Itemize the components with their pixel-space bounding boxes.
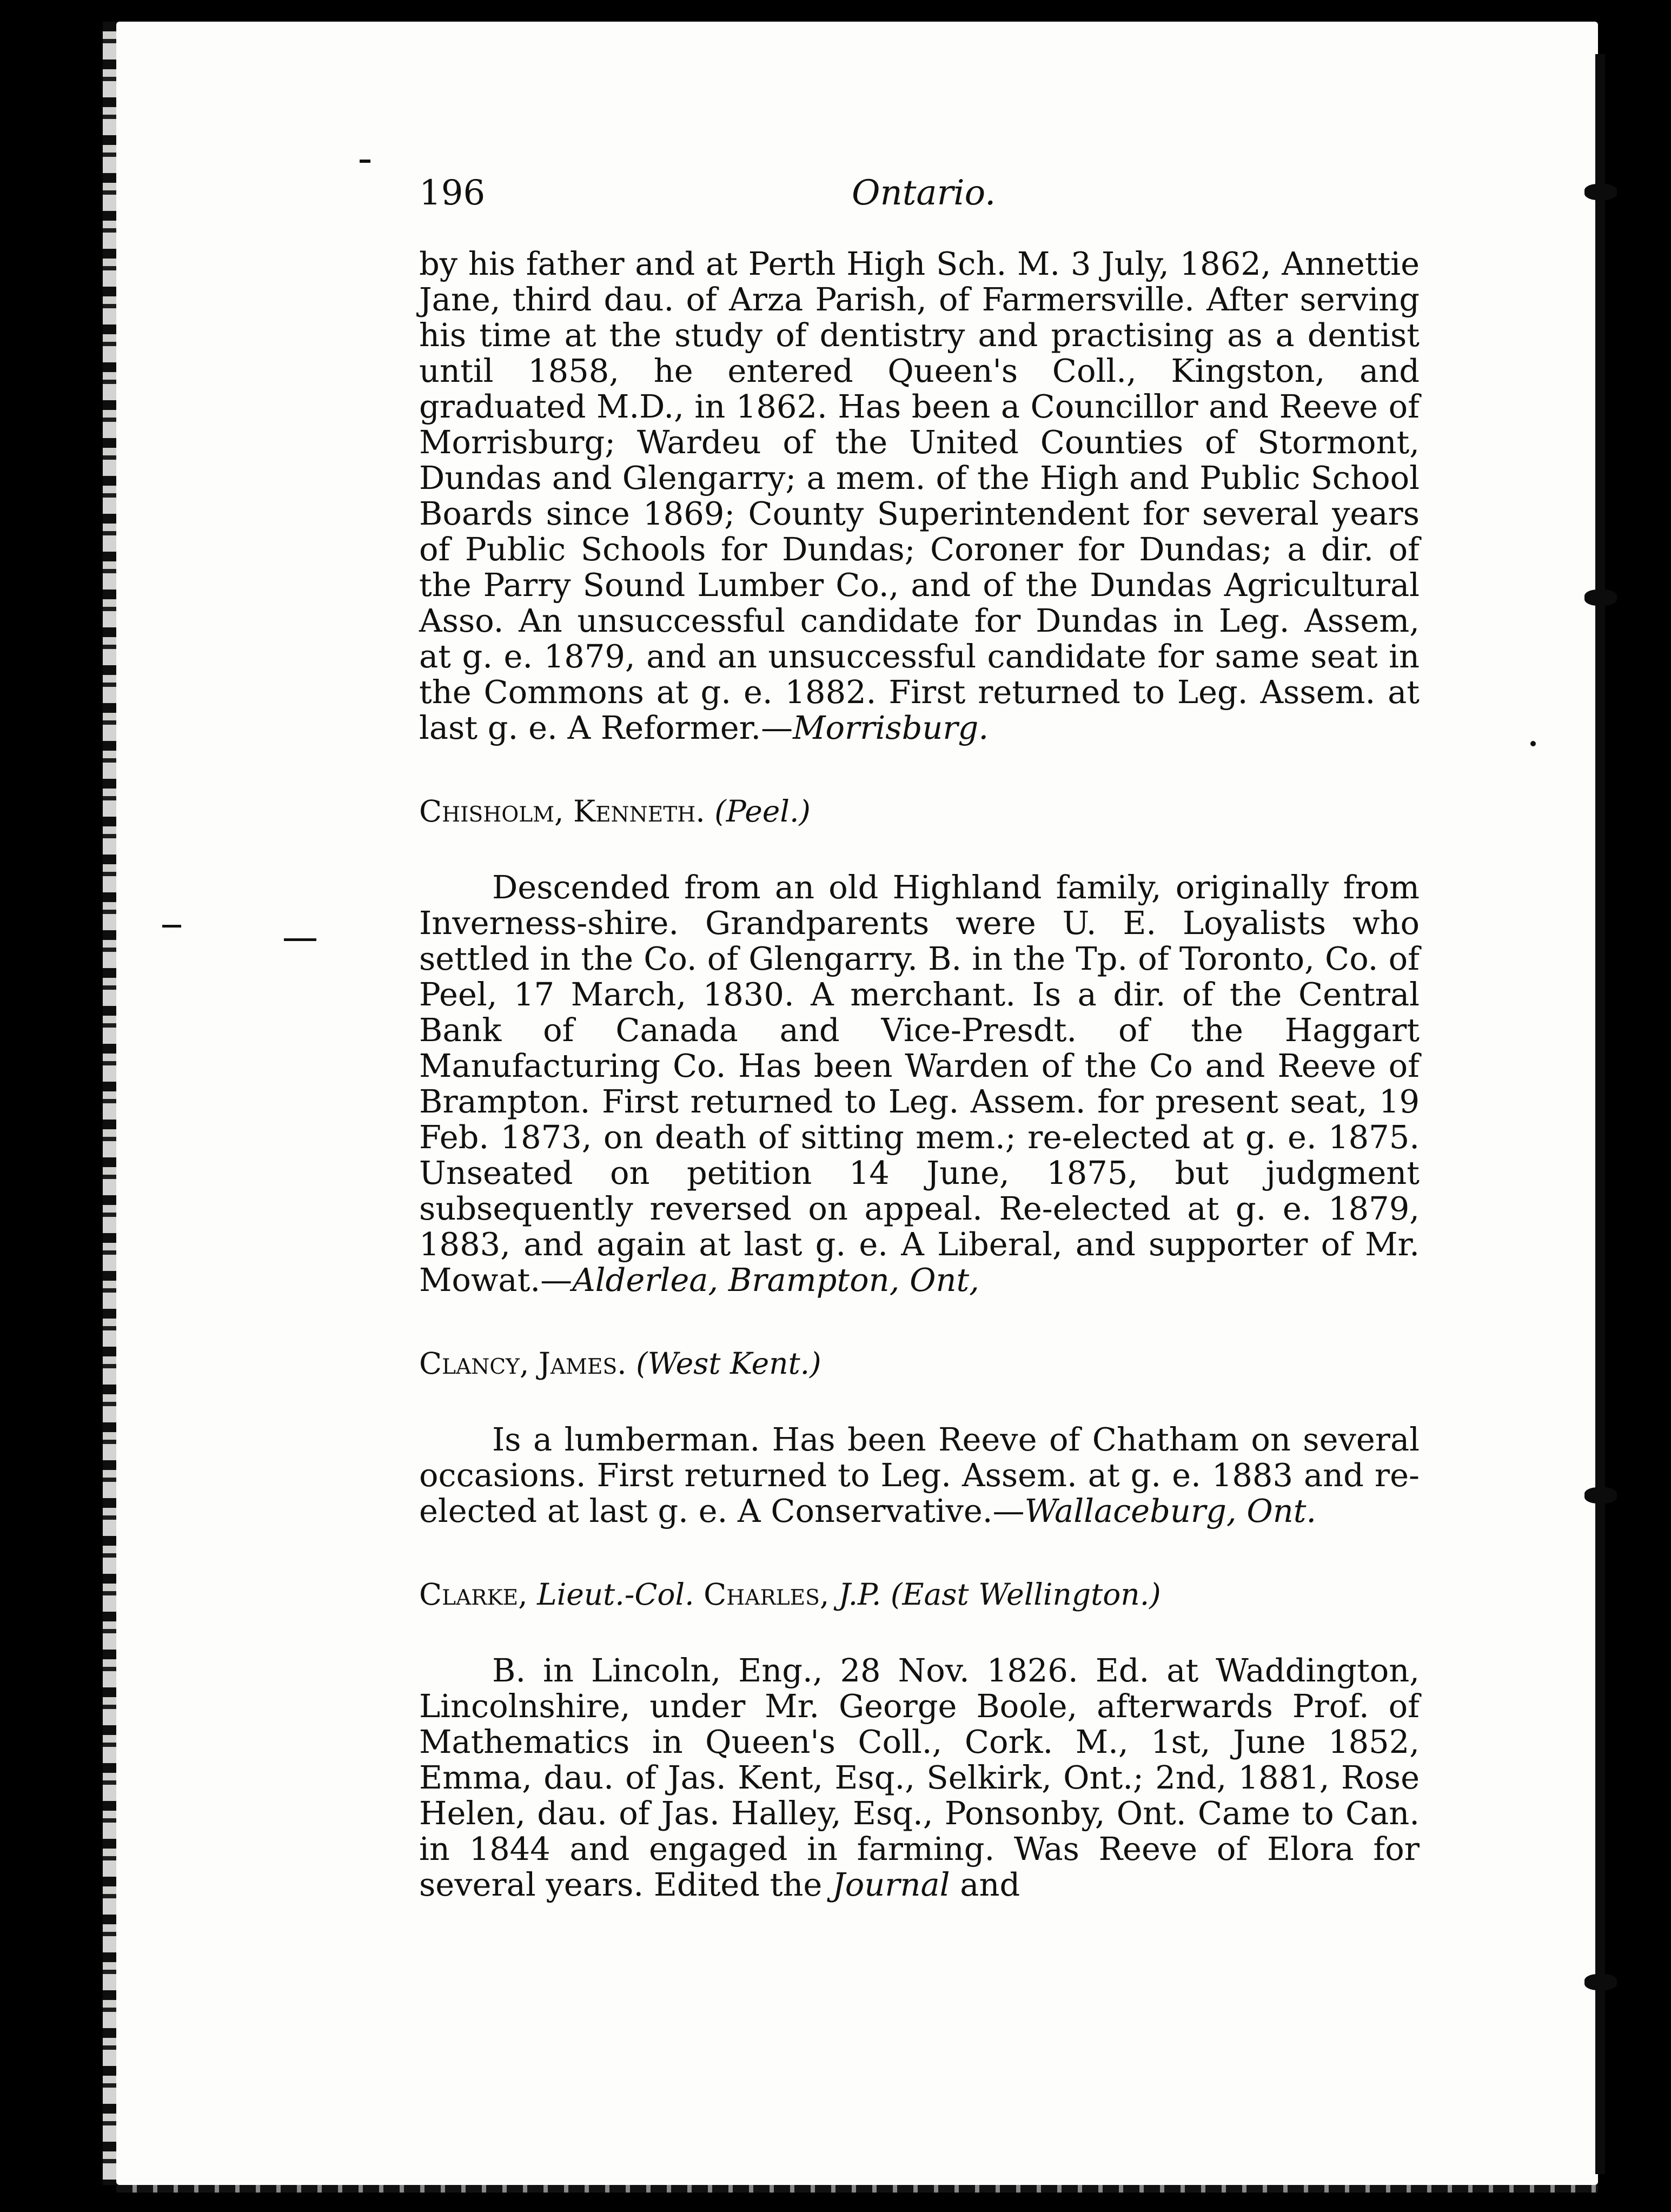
entry-constituency: (East Wellington.) bbox=[890, 1577, 1161, 1612]
entry-constituency: (West Kent.) bbox=[636, 1346, 821, 1381]
margin-mark bbox=[360, 160, 370, 163]
entry-paragraph-chisholm bbox=[419, 870, 1420, 1298]
entry-residence: Wallaceburg, Ont. bbox=[1024, 1492, 1317, 1529]
entry-name-part1: Clarke, bbox=[419, 1577, 528, 1612]
entry-heading-chisholm bbox=[419, 793, 1420, 829]
entry-text: Is a lumberman. Has been Reeve of Chatham on several occasions. First returned to Leg. Assem. at g. e. 1883 and re-elected at last g. e. A Conservative.— bbox=[419, 1421, 1420, 1529]
entry-postnominal: J.P. bbox=[838, 1577, 881, 1612]
entry-heading-clarke bbox=[419, 1577, 1420, 1612]
entry-title: Lieut.-Col. bbox=[537, 1577, 694, 1612]
page-number: 196 bbox=[419, 173, 486, 213]
entry-paragraph-clancy bbox=[419, 1422, 1420, 1529]
entry-italic-title: Journal bbox=[832, 1866, 950, 1903]
entry-heading-clancy bbox=[419, 1346, 1420, 1381]
entry-name-part2: Charles, bbox=[704, 1577, 830, 1612]
entry-paragraph-clarke bbox=[419, 1653, 1420, 1903]
entry-name: Chisholm, Kenneth. bbox=[419, 794, 705, 829]
entry-residence: Alderlea, Brampton, Ont, bbox=[572, 1261, 979, 1299]
entry-text: B. in Lincoln, Eng., 28 Nov. 1826. Ed. at Waddington, Lincolnshire, under Mr. George Boole, afterwards Prof. of Mathematics in Queen's Coll., Cork. M., 1st, June 1852, Emma, dau. of Jas. Kent, Esq., Selkirk, Ont.; 2nd, 1881, Rose Helen, dau. of Jas. Halley, Esq., Ponsonby, Ont. Came to Can. in 1844 and engaged in farming. Was Reeve of Elora for several years. Edited the bbox=[419, 1652, 1420, 1903]
page-body bbox=[419, 246, 1420, 1903]
entry-text: Descended from an old Highland family, originally from Inverness-shire. Grandparents were U. E. Loyalists who settled in the Co. of Glengarry. B. in the Tp. of Toronto, Co. of Peel, 17 March, 1830. A merchant. Is a dir. of the Central Bank of Canada and Vice-Presdt. of the Haggart Manufacturing Co. Has been Warden of the Co and Reeve of Brampton. First returned to Leg. Assem. for present seat, 19 Feb. 1873, on death of sitting mem.; re-elected at g. e. 1875. Unseated on petition 14 June, 1875, but judgment subsequently reversed on appeal. Re-elected at g. e. 1879, 1883, and again at last g. e. A Liberal, and supporter of Mr. Mowat.— bbox=[419, 869, 1420, 1299]
entry-text-end: and bbox=[960, 1866, 1020, 1903]
margin-mark bbox=[284, 938, 316, 941]
margin-mark bbox=[162, 925, 181, 928]
entry-name: Clancy, James. bbox=[419, 1346, 627, 1381]
continuation-paragraph bbox=[419, 246, 1420, 746]
entry-constituency: (Peel.) bbox=[714, 794, 811, 829]
continuation-text: by his father and at Perth High Sch. M. 3 July, 1862, Annettie Jane, third dau. of Arza Parish, of Farmersville. After serving his time at the study of dentistry and practising as a dentist until 1858, he entered Queen's Coll., Kingston, and graduated M.D., in 1862. Has been a Councillor and Reeve of Morrisburg; Wardeu of the United Counties of Stormont, Dundas and Glengarry; a mem. of the High and Public School Boards since 1869; County Superintendent for several years of Public Schools for Dundas; Coroner for Dundas; a dir. of the Parry Sound Lumber Co., and of the Dundas Agricultural Asso. An unsuccessful candidate for Dundas in Leg. Assem, at g. e. 1879, and an unsuccessful candidate for same seat in the Commons at g. e. 1882. First returned to Leg. Assem. at last g. e. A Reformer.— bbox=[419, 245, 1420, 746]
margin-mark bbox=[1530, 741, 1536, 746]
running-title: Ontario. bbox=[852, 173, 996, 213]
page-header bbox=[419, 168, 1420, 216]
continuation-residence: Morrisburg. bbox=[793, 709, 989, 746]
scan-right-marks bbox=[1584, 54, 1617, 2174]
scan-bottom-edge bbox=[116, 2185, 1598, 2193]
